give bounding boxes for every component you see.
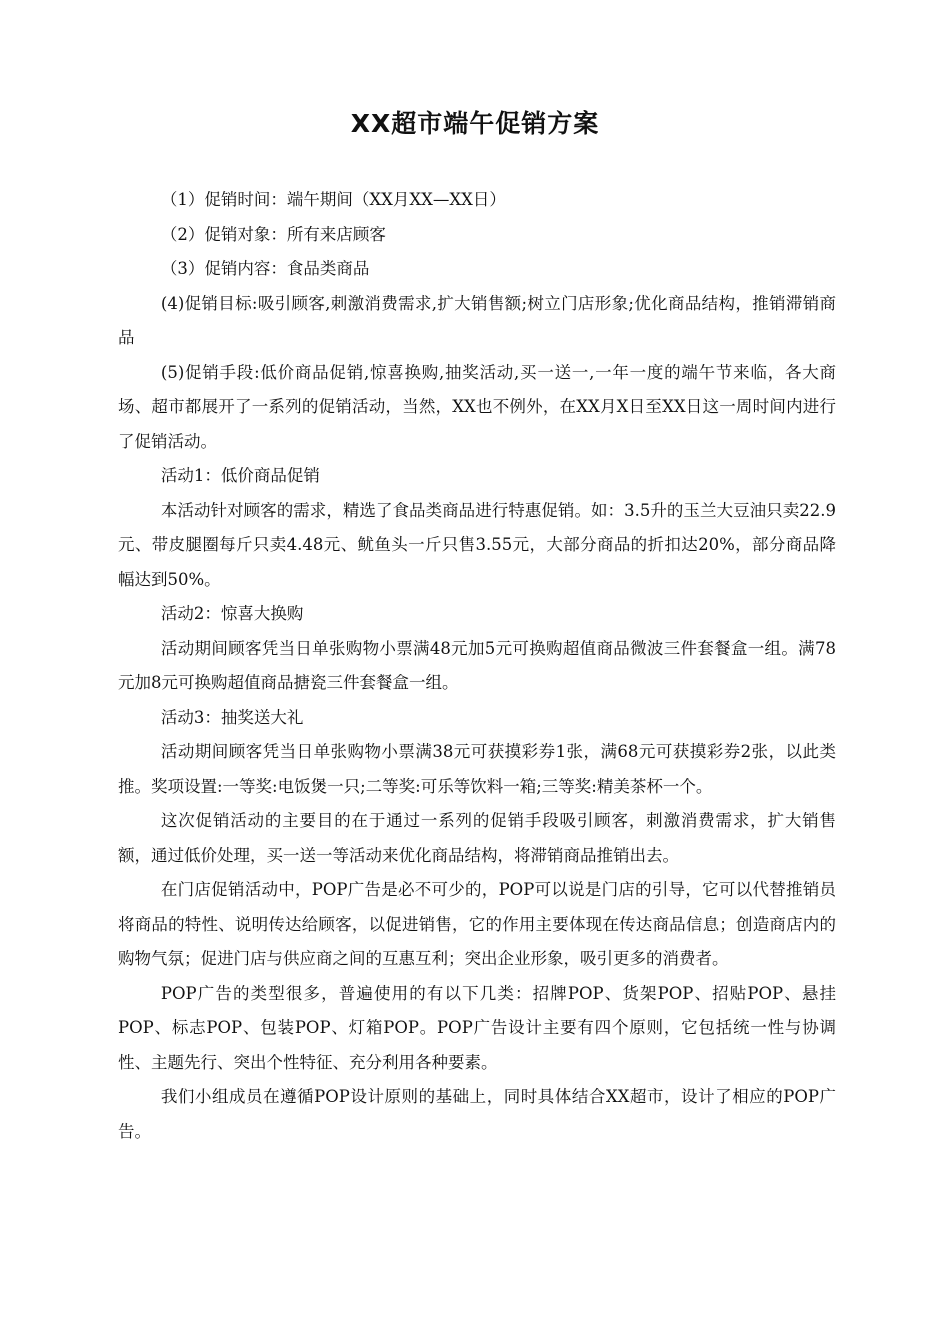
paragraph-summary: 这次促销活动的主要目的在于通过一系列的促销手段吸引顾客，刺激消费需求，扩大销售额，通过低价处理，买一送一等活动来优化商品结构，将滞销商品推销出去。 — [118, 811, 836, 865]
paragraph-promotion-means: (5)促销手段:低价商品促销,惊喜换购,抽奖活动,买一送一,一年一度的端午节来临，各大商场、超市都展开了一系列的促销活动，当然，XX也不例外，在XX月X日至XX日这一周时间内进行了促销活动。 — [118, 362, 836, 451]
paragraph-promotion-time: （1）促销时间：端午期间（XX月XX—XX日） — [160, 190, 506, 209]
paragraph-pop-role: 在门店促销活动中，POP广告是必不可少的，POP可以说是门店的引导，它可以代替推销员将商品的特性、说明传达给顾客，以促进销售，它的作用主要体现在传达商品信息；创造商店内的购物气氛；促进门店与供应商之间的互惠互利；突出企业形象，吸引更多的消费者。 — [118, 880, 836, 968]
paragraph-activity-3: 活动期间顾客凭当日单张购物小票满38元可获摸彩券1张，满68元可获摸彩券2张，以此类推。奖项设置:一等奖:电饭煲一只;二等奖:可乐等饮料一箱;三等奖:精美茶杯一个。 — [118, 742, 836, 796]
paragraph-pop-types: POP广告的类型很多，普遍使用的有以下几类：招牌POP、货架POP、招贴POP、悬挂POP、标志POP、包装POP、灯箱POP。POP广告设计主要有四个原则，它包括统一性与协调性、主题先行、突出个性特征、充分利用各种要素。 — [118, 983, 836, 1072]
document-title: XX超市端午促销方案 — [350, 109, 600, 138]
paragraph-promotion-goal: (4)促销目标:吸引顾客,刺激消费需求,扩大销售额;树立门店形象;优化商品结构，推销滞销商品 — [118, 293, 836, 347]
paragraph-promotion-target: （2）促销对象：所有来店顾客 — [160, 224, 386, 244]
paragraph-pop-design: 我们小组成员在遵循POP设计原则的基础上，同时具体结合XX超市，设计了相应的POP广告。 — [118, 1087, 836, 1141]
heading-activity-2: 活动2：惊喜大换购 — [160, 604, 304, 623]
paragraph-promotion-content: （3）促销内容：食品类商品 — [160, 259, 370, 278]
document-body — [118, 183, 836, 1149]
heading-activity-3: 活动3：抽奖送大礼 — [160, 707, 304, 727]
heading-activity-1: 活动1：低价商品促销 — [160, 466, 320, 485]
paragraph-activity-1: 本活动针对顾客的需求，精选了食品类商品进行特惠促销。如：3.5升的玉兰大豆油只卖22.9元、带皮腿圈每斤只卖4.48元、鱿鱼头一斤只售3.55元，大部分商品的折扣达20%，部分商品降幅达到50%。 — [118, 500, 836, 589]
paragraph-activity-2: 活动期间顾客凭当日单张购物小票满48元加5元可换购超值商品微波三件套餐盒一组。满78元加8元可换购超值商品搪瓷三件套餐盒一组。 — [118, 638, 836, 692]
